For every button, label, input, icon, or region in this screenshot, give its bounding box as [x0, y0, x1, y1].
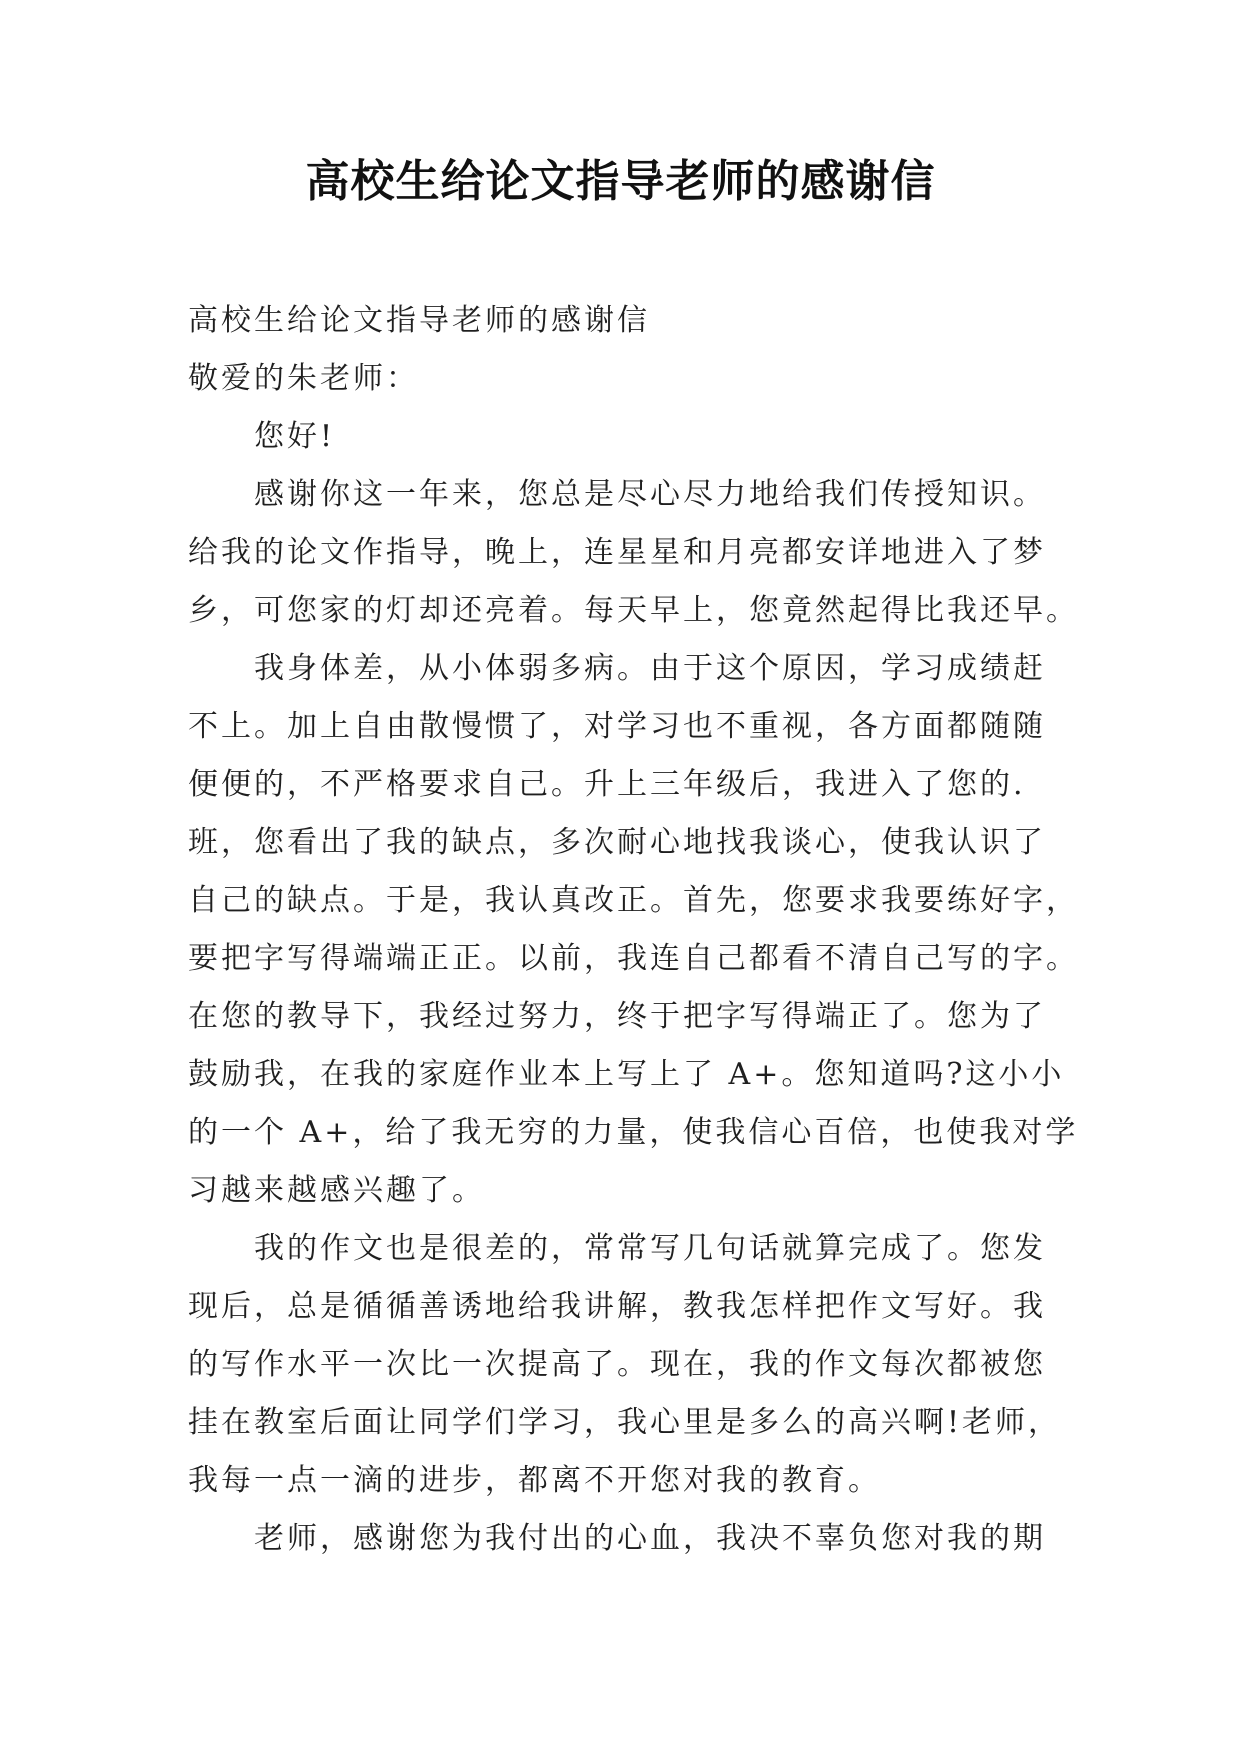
body-line: 的一个 A+，给了我无穷的力量，使我信心百倍，也使我对学	[188, 1115, 1079, 1150]
document-body	[188, 292, 1079, 1568]
body-line: 自己的缺点。于是，我认真改正。首先，您要求我要练好字，	[188, 883, 1079, 918]
body-line: 挂在教室后面让同学们学习，我心里是多么的高兴啊!老师，	[188, 1405, 1062, 1440]
salutation: 敬爱的朱老师：	[188, 361, 419, 396]
body-line: 习越来越感兴趣了。	[188, 1173, 485, 1208]
body-line: 老师，感谢您为我付出的心血，我决不辜负您对我的期	[254, 1521, 1046, 1556]
body-line: 高校生给论文指导老师的感谢信	[188, 303, 650, 338]
body-line: 便便的，不严格要求自己。升上三年级后，我进入了您的.	[188, 767, 1026, 802]
body-line: 我每一点一滴的进步，都离不开您对我的教育。	[188, 1463, 881, 1498]
greeting: 您好!	[254, 419, 336, 454]
body-line: 乡，可您家的灯却还亮着。每天早上，您竟然起得比我还早。	[188, 593, 1079, 628]
body-line: 给我的论文作指导，晚上，连星星和月亮都安详地进入了梦	[188, 535, 1046, 570]
body-line: 我身体差，从小体弱多病。由于这个原因，学习成绩赶	[254, 651, 1046, 686]
body-line: 班，您看出了我的缺点，多次耐心地找我谈心，使我认识了	[188, 825, 1046, 860]
body-line: 不上。加上自由散慢惯了，对学习也不重视，各方面都随随	[188, 709, 1046, 744]
body-line: 的写作水平一次比一次提高了。现在，我的作文每次都被您	[188, 1347, 1046, 1382]
body-line: 现后，总是循循善诱地给我讲解，教我怎样把作文写好。我	[188, 1289, 1046, 1324]
body-line: 在您的教导下，我经过努力，终于把字写得端正了。您为了	[188, 999, 1046, 1034]
body-line: 鼓励我，在我的家庭作业本上写上了 A+。您知道吗?这小小	[188, 1057, 1065, 1092]
body-line: 我的作文也是很差的，常常写几句话就算完成了。您发	[254, 1231, 1046, 1266]
body-line: 要把字写得端端正正。以前，我连自己都看不清自己写的字。	[188, 941, 1079, 976]
document-title: 高校生给论文指导老师的感谢信	[305, 156, 936, 207]
body-line: 感谢你这一年来，您总是尽心尽力地给我们传授知识。	[254, 477, 1046, 512]
